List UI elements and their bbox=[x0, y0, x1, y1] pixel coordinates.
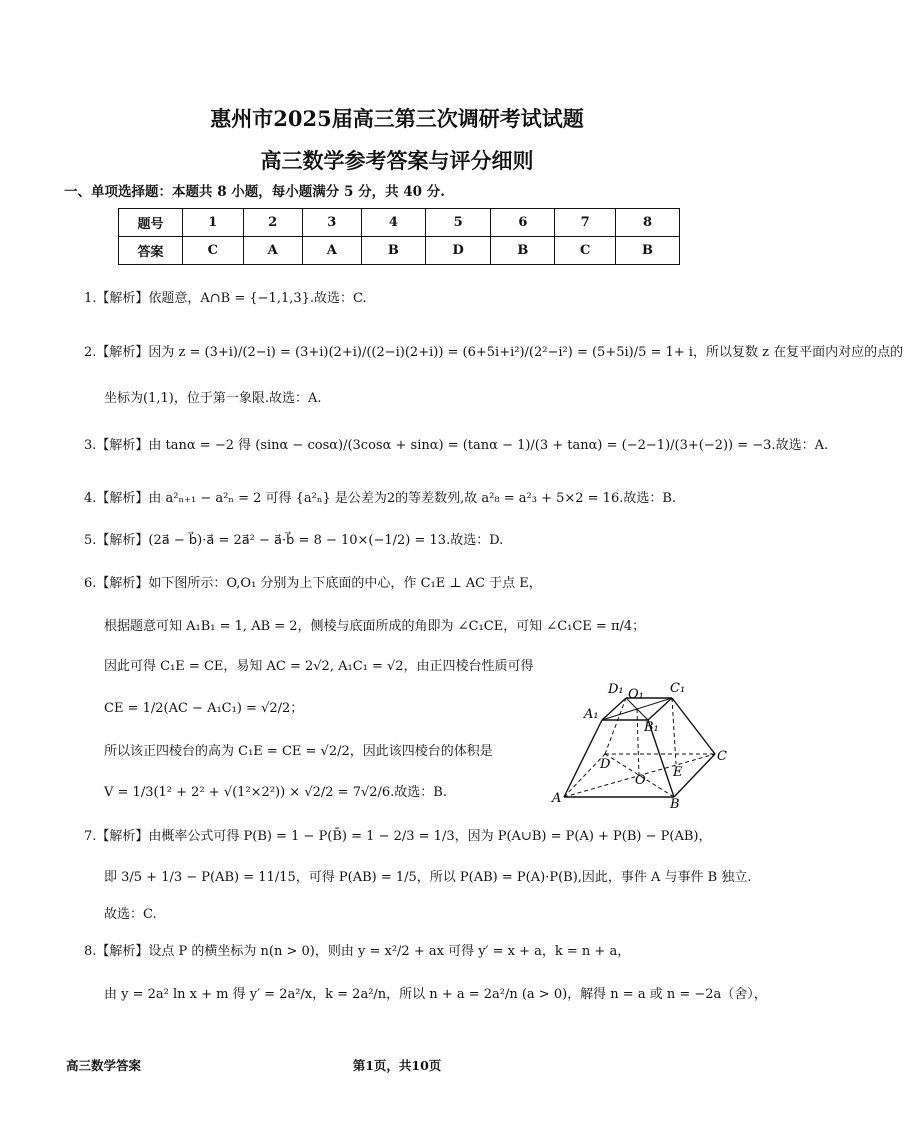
solution-q7-line1: 7.【解析】由概率公式可得 P(B) = 1 − P(B̄) = 1 − 2/3 = 1/3，因为 P(A∪B) = P(A) + P(B) − P(AB)， bbox=[84, 829, 712, 844]
edge-CC1 bbox=[672, 698, 715, 754]
table-cell: B bbox=[491, 237, 555, 265]
table-cell: 1 bbox=[183, 209, 244, 237]
label-C1: C₁ bbox=[670, 681, 686, 696]
table-row-answers bbox=[119, 237, 680, 265]
solution-q2-line1: 2.【解析】因为 z = (3+i)/(2−i) = (3+i)(2+i)/((2−i)(2+i)) = (6+5i+i²)/(2²−i²) = (5+5i)/5 = 1+ i，所以复数 z 在复平面内对应的点的 bbox=[84, 345, 903, 360]
table-cell: 6 bbox=[491, 209, 555, 237]
table-cell: C bbox=[183, 237, 244, 265]
solution-q6-line4: CE = 1/2(AC − A₁C₁) = √2/2； bbox=[104, 701, 304, 716]
label-B: B bbox=[670, 797, 680, 812]
table-cell: 4 bbox=[361, 209, 425, 237]
table-header-cell: 题号 bbox=[119, 209, 183, 237]
table-cell: 2 bbox=[243, 209, 302, 237]
label-D1: D₁ bbox=[608, 682, 624, 697]
edge-AD bbox=[564, 754, 605, 797]
label-D: D bbox=[600, 757, 611, 772]
frustum-diagram bbox=[548, 676, 730, 812]
solution-q8-line2: 由 y = 2a² ln x + m 得 y′ = 2a²/x，k = 2a²/n，所以 n + a = 2a²/n (a > 0)，解得 n = a 或 n = −2a（舍）， bbox=[104, 987, 767, 1002]
label-A: A bbox=[552, 791, 562, 806]
solution-q7-line3: 故选：C. bbox=[104, 907, 157, 922]
solution-q6-line1: 6.【解析】如下图所示：O,O₁ 分别为上下底面的中心，作 C₁E ⊥ AC 于点 E， bbox=[84, 576, 542, 591]
table-cell: D bbox=[425, 237, 491, 265]
label-C: C bbox=[717, 749, 727, 764]
footer-label: 高三数学答案 bbox=[66, 1058, 142, 1073]
table-cell: 5 bbox=[425, 209, 491, 237]
label-O1: O₁ bbox=[628, 687, 644, 702]
table-cell: A bbox=[302, 237, 361, 265]
label-A1: A₁ bbox=[584, 707, 599, 722]
table-cell: C bbox=[555, 237, 616, 265]
solution-q3: 3.【解析】由 tanα = −2 得 (sinα − cosα)/(3cosα + sinα) = (tanα − 1)/(3 + tanα) = (−2−1)/(3+(−2)) = −3.故选：A. bbox=[84, 438, 829, 453]
table-row-numbers bbox=[119, 209, 680, 237]
solution-q6-line3: 因此可得 C₁E = CE，易知 AC = 2√2, A₁C₁ = √2，由正四棱台性质可得 bbox=[104, 659, 534, 674]
solution-q2-line2: 坐标为(1,1)，位于第一象限.故选：A. bbox=[104, 391, 322, 406]
edge-AA1 bbox=[564, 720, 602, 797]
section-heading: 一、单项选择题：本题共 8 小题，每小题满分 5 分，共 40 分. bbox=[64, 184, 445, 200]
answer-table bbox=[118, 208, 680, 265]
table-cell: 7 bbox=[555, 209, 616, 237]
table-header-cell: 答案 bbox=[119, 237, 183, 265]
table-cell: B bbox=[361, 237, 425, 265]
solution-q7-line2: 即 3/5 + 1/3 − P(AB) = 11/15，可得 P(AB) = 1/5，所以 P(AB) = P(A)·P(B),因此，事件 A 与事件 B 独立. bbox=[104, 870, 752, 885]
table-cell: A bbox=[243, 237, 302, 265]
document-title: 惠州市2025届高三第三次调研考试试题 bbox=[210, 106, 584, 131]
solution-q6-line2: 根据题意可知 A₁B₁ = 1, AB = 2，侧棱与底面所成的角即为 ∠C₁CE，可知 ∠C₁CE = π/4； bbox=[104, 619, 646, 634]
label-O: O bbox=[635, 773, 646, 788]
solution-q6-line6: V = 1/3(1² + 2² + √(1²×2²)) × √2/2 = 7√2/6.故选：B. bbox=[104, 785, 447, 800]
edge-DD1 bbox=[605, 698, 626, 754]
solution-q8-line1: 8.【解析】设点 P 的横坐标为 n(n > 0)，则由 y = x²/2 + ax 可得 y′ = x + a，k = n + a， bbox=[84, 944, 631, 959]
label-E: E bbox=[673, 765, 683, 780]
height-OO1 bbox=[637, 709, 639, 776]
page-number: 第1页，共10页 bbox=[352, 1058, 442, 1073]
solution-q1: 1.【解析】依题意，A∩B = {−1,1,3}.故选：C. bbox=[84, 291, 367, 306]
label-B1: B₁ bbox=[644, 720, 659, 735]
document-subtitle: 高三数学参考答案与评分细则 bbox=[260, 148, 534, 173]
table-cell: 8 bbox=[615, 209, 679, 237]
solution-q6-line5: 所以该正四棱台的高为 C₁E = CE = √2/2，因此该四棱台的体积是 bbox=[104, 744, 493, 759]
table-cell: 3 bbox=[302, 209, 361, 237]
table-cell: B bbox=[615, 237, 679, 265]
perp-C1E bbox=[672, 698, 676, 764]
solution-q4: 4.【解析】由 a²ₙ₊₁ − a²ₙ = 2 可得 {a²ₙ} 是公差为2的等差数列,故 a²₈ = a²₃ + 5×2 = 16.故选：B. bbox=[84, 491, 677, 506]
solution-q5: 5.【解析】(2a⃗ − b⃗)·a⃗ = 2a⃗² − a⃗·b⃗ = 8 − 10×(−1/2) = 13.故选：D. bbox=[84, 533, 504, 548]
